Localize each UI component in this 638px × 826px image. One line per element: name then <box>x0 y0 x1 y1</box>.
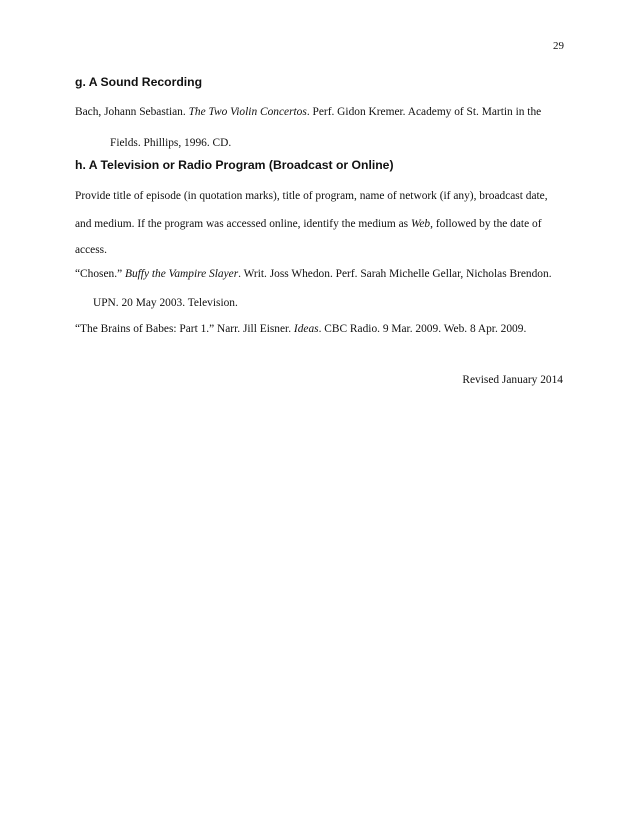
section-h-description-line2 <box>75 218 541 230</box>
radio-example-line1 <box>75 323 526 335</box>
entry-text: Bach, Johann Sebastian. <box>75 106 189 118</box>
description-text: and medium. If the program was accessed online, identify the medium as <box>75 218 411 230</box>
example-text: . Writ. Joss Whedon. Perf. Sarah Michelle Gellar, Nicholas Brendon. <box>238 268 552 280</box>
sound-recording-entry-line2: Fields. Phillips, 1996. CD. <box>110 137 232 149</box>
section-g-heading: g. A Sound Recording <box>75 75 203 89</box>
description-italic: Web <box>410 218 431 230</box>
section-h-description-line1: Provide title of episode (in quotation marks), title of program, name of network (if any), broadcast date, <box>75 190 548 202</box>
revised-date: Revised January 2014 <box>462 374 563 386</box>
section-h-description-line3: access. <box>75 244 107 256</box>
tv-example-line1 <box>75 268 552 280</box>
page-number: 29 <box>553 40 564 52</box>
example-text: “The Brains of Babes: Part 1.” Narr. Jill Eisner. <box>75 323 294 335</box>
entry-text: . Perf. Gidon Kremer. Academy of St. Martin in the <box>306 106 542 118</box>
example-text: . CBC Radio. 9 Mar. 2009. Web. 8 Apr. 2009. <box>318 323 527 335</box>
tv-example-line2: UPN. 20 May 2003. Television. <box>93 297 238 309</box>
section-h-heading: h. A Television or Radio Program (Broadcast or Online) <box>75 158 394 172</box>
example-title: Ideas <box>293 323 319 335</box>
example-text: “Chosen.” <box>75 268 125 280</box>
description-text: , followed by the date of <box>430 218 542 230</box>
example-title: Buffy the Vampire Slayer <box>124 268 239 280</box>
entry-title: The Two Violin Concertos <box>188 106 307 118</box>
sound-recording-entry-line1 <box>75 106 541 118</box>
